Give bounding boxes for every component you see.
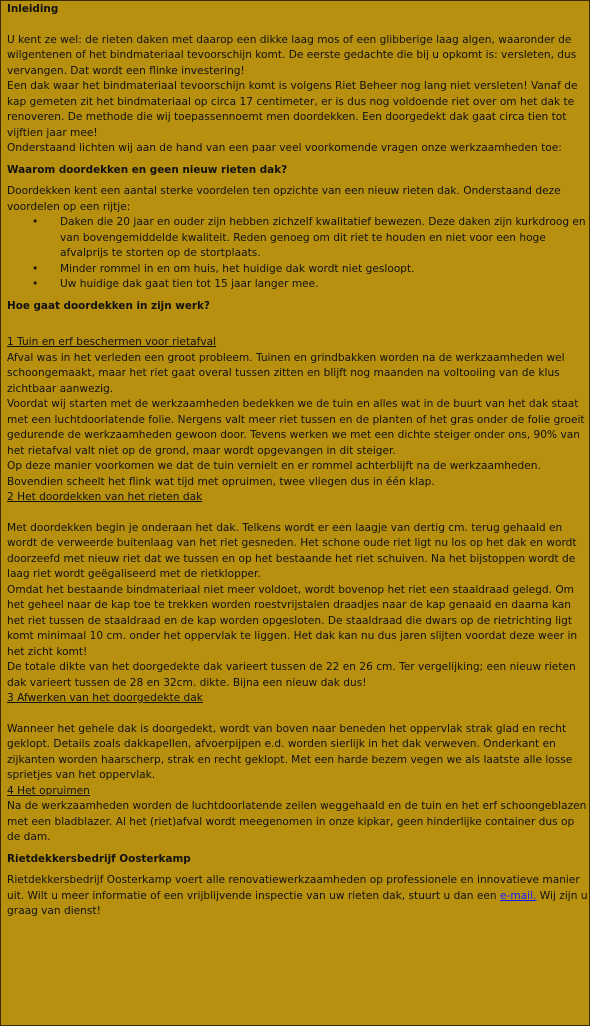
company-paragraph — [7, 873, 589, 920]
step-2-title: 2 Het doordekken van het rieten dak — [7, 491, 203, 503]
list-item: • Uw huidige dak gaat tien tot 15 jaar langer mee. — [7, 277, 589, 293]
step-3-title: 3 Afwerken van het doorgedekte dak — [7, 692, 203, 704]
intro-heading: Inleiding — [7, 3, 59, 15]
company-heading: Rietdekkersbedrijf Oosterkamp — [7, 852, 191, 865]
step-2-paragraph-1: Met doordekken begin je onderaan het dak. Telkens wordt er een laagje van dertig cm. terug gehaald en wordt de verweerde buitenlaag van het riet gesneden. Het schone oude riet ligt nu los op het dak en wordt doorzeefd met nieuw riet dat we tussen en op het bestaande het riet schuiven. Na het bijstoppen wordt de laag riet wordt geëgaliseerd met de rietklopper. — [7, 521, 577, 580]
intro-paragraph-1: U kent ze wel: de rieten daken met daarop een dikke laag mos of een glibberige laag algen, waaronder de wilgentenen of het bindmateriaal tevoorschijn komt. De eerste gedachte die bij u opkomt is: versleten, dus vervangen. Dat wordt een flinke investering! — [7, 33, 577, 77]
intro-paragraph-3: Onderstaand lichten wij aan de hand van een paar veel voorkomende vragen onze werkzaamheden toe: — [7, 142, 562, 154]
intro-paragraph-2: Een dak waar het bindmateriaal tevoorschijn komt is volgens Riet Beheer nog lang niet versleten! Vanaf de kap gemeten zit het bindmateriaal op circa 17 centimeter, er is dus nog voldoende riet over om het dak te renoveren. De methode die wij toepassennoemt men doordekken. Een doorgedekt dak gaat circa tien tot vijftien jaar mee! — [7, 80, 578, 139]
step-1-paragraph-3: Op deze manier voorkomen we dat de tuin vernielt en er rommel achterblijft na de werkzaamheden. Bovendien scheelt het flink wat tijd met opruimen, twee vliegen dus in één klap. — [7, 460, 541, 488]
how-heading: Hoe gaat doordekken in zijn werk? — [7, 299, 210, 312]
step-1-paragraph-1: Afval was in het verleden een groot probleem. Tuinen en grindbakken worden na de werkzaamheden wel schoongemaakt, maar het riet gaat overal tussen zitten en blijft nog maanden na voltooiing van de klus zichtbaar aanwezig. — [7, 351, 565, 395]
why-heading: Waarom doordekken en geen nieuw rieten dak? — [7, 163, 288, 176]
step-4-paragraph: Na de werkzaamheden worden de luchtdoorlatende zeilen weggehaald en de tuin en het erf schoongeblazen met een bladblazer. Al het (riet)afval wordt meegenomen in onze kipkar, geen hinderlijke container dus op de dam. — [7, 800, 587, 843]
email-link[interactable]: e-mail. — [500, 889, 537, 902]
company-text-end: Wij zijn u graag van dienst! — [7, 889, 588, 917]
step-2-paragraph-3: De totale dikte van het doorgedekte dak varieert tussen de 22 en 26 cm. Ter vergelijking; een nieuw rieten dak varieert tussen de 28 en 32cm. dikte. Bijna een nieuw dak dus! — [7, 661, 576, 689]
step-2-paragraph-2: Omdat het bestaande bindmateriaal niet meer voldoet, wordt bovenop het riet een staaldraad gelegd. Om het geheel naar de kap toe te trekken worden roestvrijstalen draadjes naar de kap genaaid en daarna kan het riet tussen de staaldraad en de kap worden opgesloten. De staaldraad die dwars op de rietrichting ligt komt minimaal 10 cm. onder het oppervlak te liggen. Het dak kan nu dus jaren slijten voordat deze weer in het zicht komt! — [7, 583, 578, 658]
list-item: • Daken die 20 jaar en ouder zijn hebben zichzelf kwalitatief bewezen. Deze daken zijn kurkdroog en van bovengemiddelde kwaliteit. Reden genoeg om dit riet te houden en niet voor een hoge afvalprijs te storten op de stortplaats. — [7, 215, 589, 262]
step-1-title: 1 Tuin en erf beschermen voor rietafval — [7, 336, 217, 348]
step-4-title: 4 Het opruimen — [7, 784, 90, 797]
company-text: Rietdekkersbedrijf Oosterkamp voert alle renovatiewerkzaamheden op professionele en innovatieve manier uit. Wilt u meer informatie of een vrijblijvende inspectie van uw rieten dak, stuurt u dan een — [7, 874, 580, 902]
why-paragraph: Doordekken kent een aantal sterke voordelen ten opzichte van een nieuw rieten dak. Onderstaand deze voordelen op een rijtje: — [7, 185, 561, 213]
list-item: • Minder rommel in en om huis, het huidige dak wordt niet gesloopt. — [7, 262, 589, 278]
advantages-list — [7, 215, 589, 293]
step-1-paragraph-2: Voordat wij starten met de werkzaamheden bedekken we de tuin en alles wat in de buurt van het dak staat met een luchtdoorlatende folie. Nergens valt meer riet tussen en de planten of het gras onder de folie groeit gedurende de werkzaamheden gewoon door. Tevens werken we met een dichte steiger onder ons, 90% van het rietafval valt niet op de grond, maar wordt opgevangen in dit steiger. — [7, 398, 585, 457]
step-3-paragraph: Wanneer het gehele dak is doorgedekt, wordt van boven naar beneden het oppervlak strak glad en recht geklopt. Details zoals dakkapellen, afvoerpijpen e.d. worden sierlijk in het dak verweven. Onderkant en zijkanten worden haarscherp, strak en recht geklopt. Met een harde bezem vegen we als laatste alle losse sprietjes van het oppervlak. — [7, 722, 573, 781]
